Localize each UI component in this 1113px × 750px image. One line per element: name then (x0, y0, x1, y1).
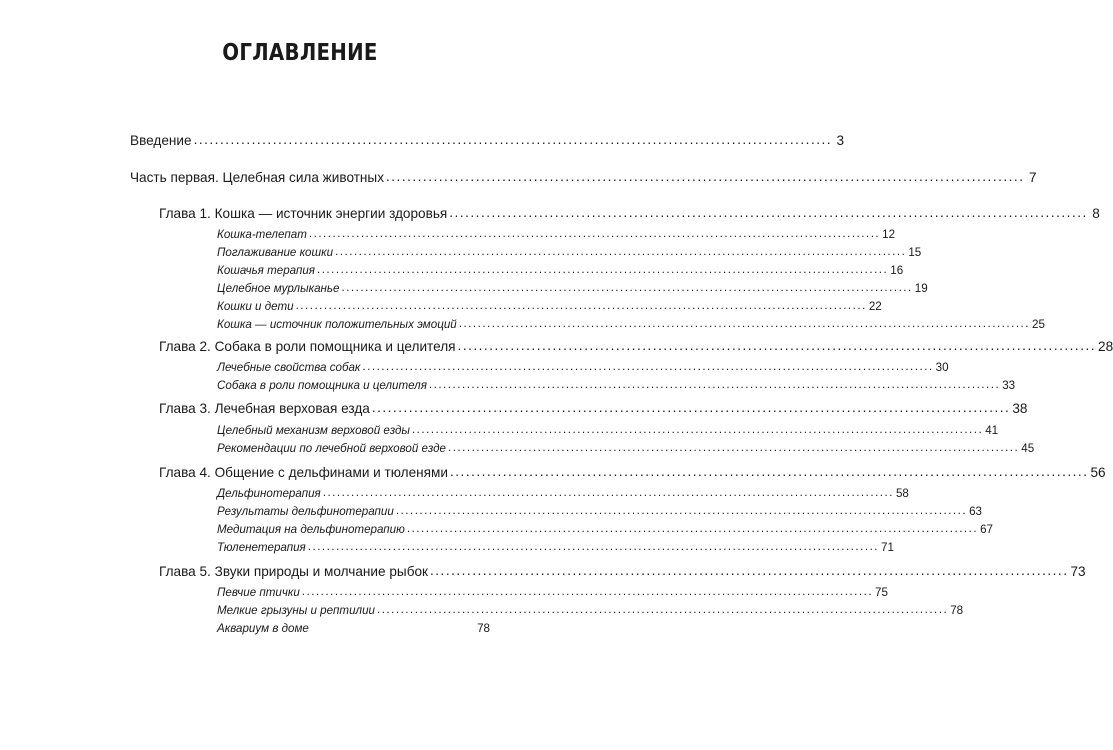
dot-leader: ......................................................................................................................... (449, 464, 1089, 479)
entry-page: 30 (935, 361, 949, 374)
toc-entry-section[interactable] (217, 504, 982, 518)
entry-page: 73 (1070, 564, 1086, 579)
toc-entry-section[interactable] (217, 227, 896, 241)
dot-leader: ......................................................................................................................... (430, 563, 1069, 578)
dot-leader: ......................................................................................................................... (362, 360, 934, 373)
toc-entry-section[interactable] (217, 281, 928, 295)
entry-title: Кошачья терапия (217, 264, 315, 277)
entry-page: 33 (1002, 379, 1016, 392)
dot-leader: ......................................................................................................................... (341, 281, 913, 294)
entry-title: Тюленетерапия (217, 541, 306, 554)
toc-entry-part-1[interactable] (130, 169, 1037, 185)
dot-leader: ......................................................................................................................... (395, 504, 968, 517)
toc-entry-section[interactable] (217, 317, 1045, 331)
dot-leader: ......................................................................................................................... (316, 263, 889, 276)
toc-entry-section[interactable] (217, 603, 964, 617)
dot-leader: ......................................................................................................................... (457, 338, 1097, 353)
entry-page: 7 (1028, 170, 1037, 185)
entry-page: 15 (908, 246, 922, 259)
entry-page: 67 (980, 523, 994, 536)
entry-title: Часть первая. Целебная сила животных (130, 170, 384, 185)
entry-page: 28 (1098, 339, 1113, 354)
toc-entry-section[interactable] (217, 263, 904, 277)
entry-page: 16 (890, 264, 904, 277)
toc-entry-chapter-3[interactable] (159, 400, 1028, 416)
dot-leader: ......................................................................................................................... (449, 205, 1088, 220)
dot-leader: ......................................................................................................................... (371, 400, 1011, 415)
toc-entry-chapter-2[interactable] (159, 338, 1113, 354)
dot-leader: ......................................................................................................................... (428, 378, 1001, 391)
dot-leader: ......................................................................................................................... (301, 585, 874, 598)
entry-title: Глава 1. Кошка — источник энергии здоровья (159, 206, 448, 221)
entry-page: 41 (985, 424, 999, 437)
dot-leader: ......................................................................................................................... (376, 603, 949, 616)
entry-title: Глава 3. Лечебная верховая езда (159, 401, 370, 416)
entry-page: 63 (969, 505, 982, 518)
toc-entry-section[interactable] (217, 486, 909, 500)
entry-title: Результаты дельфинотерапии (217, 505, 394, 518)
dot-leader: ......................................................................................................................... (335, 245, 907, 258)
entry-page: 25 (1032, 318, 1045, 331)
toc-entry-section[interactable] (217, 423, 999, 437)
dot-leader: ......................................................................................................................... (193, 132, 833, 147)
toc-entry-section[interactable] (217, 540, 894, 554)
toc-entry-section[interactable] (217, 360, 949, 374)
entry-title: Лечебные свойства собак (217, 361, 361, 374)
entry-title: Дельфинотерапия (217, 487, 321, 500)
entry-title: Медитация на дельфинотерапию (217, 523, 405, 536)
entry-title: Кошка — источник положительных эмоций (217, 318, 457, 331)
dot-leader: ......................................................................................................................... (406, 522, 979, 535)
toc-entry-section[interactable] (217, 378, 1016, 392)
entry-page: 78 (950, 604, 964, 617)
dot-leader: ......................................................................................................................... (411, 423, 984, 436)
entry-title: Собака в роли помощника и целителя (217, 379, 427, 392)
dot-leader: ......................................................................................................................... (458, 317, 1030, 330)
toc-entry-chapter-4[interactable] (159, 464, 1106, 480)
toc-entry-section[interactable] (217, 585, 888, 599)
entry-title: Мелкие грызуны и рептилии (217, 604, 375, 617)
toc-entry-section[interactable] (217, 622, 490, 635)
entry-page: 75 (875, 586, 888, 599)
toc-entry-chapter-1[interactable] (159, 205, 1100, 221)
entry-title: Целебный механизм верховой езды (217, 424, 410, 437)
entry-page: 22 (868, 300, 882, 313)
entry-title: Певчие птички (217, 586, 300, 599)
entry-page: 78 (477, 622, 490, 635)
toc-entry-intro[interactable] (130, 132, 845, 148)
entry-title: Целебное мурлыканье (217, 282, 340, 295)
toc-entry-section[interactable] (217, 522, 994, 536)
entry-page: 45 (1021, 442, 1035, 455)
entry-title: Кошки и дети (217, 300, 294, 313)
toc-entry-section[interactable] (217, 441, 1035, 455)
entry-title: Глава 5. Звуки природы и молчание рыбок (159, 564, 428, 579)
entry-page: 71 (881, 541, 894, 554)
entry-title: Поглаживание кошки (217, 246, 334, 259)
entry-title: Рекомендации по лечебной верховой езде (217, 442, 446, 455)
entry-title: Аквариум в доме (217, 622, 309, 635)
entry-page: 56 (1090, 465, 1106, 480)
dot-leader: ......................................................................................................................... (322, 486, 894, 499)
entry-page: 3 (836, 133, 845, 148)
entry-page: 19 (914, 282, 928, 295)
toc-entry-section[interactable] (217, 245, 922, 259)
dot-leader: ......................................................................................................................... (386, 169, 1025, 184)
toc-entry-section[interactable] (217, 299, 882, 313)
entry-title: Введение (130, 133, 192, 148)
dot-leader: ......................................................................................................................... (308, 227, 881, 240)
dot-leader: ......................................................................................................................... (447, 441, 1020, 454)
page-title: ОГЛАВЛЕНИЕ (222, 40, 378, 66)
entry-title: Глава 2. Собака в роли помощника и целителя (159, 339, 456, 354)
entry-title: Глава 4. Общение с дельфинами и тюленями (159, 465, 448, 480)
toc-entry-chapter-5[interactable] (159, 563, 1086, 579)
entry-page: 58 (895, 487, 909, 500)
entry-page: 38 (1012, 401, 1028, 416)
entry-title: Кошка-телепат (217, 228, 307, 241)
dot-leader: ......................................................................................................................... (295, 299, 867, 312)
entry-page: 8 (1092, 206, 1100, 221)
dot-leader: ......................................................................................................................... (307, 540, 880, 553)
entry-page: 12 (882, 228, 896, 241)
